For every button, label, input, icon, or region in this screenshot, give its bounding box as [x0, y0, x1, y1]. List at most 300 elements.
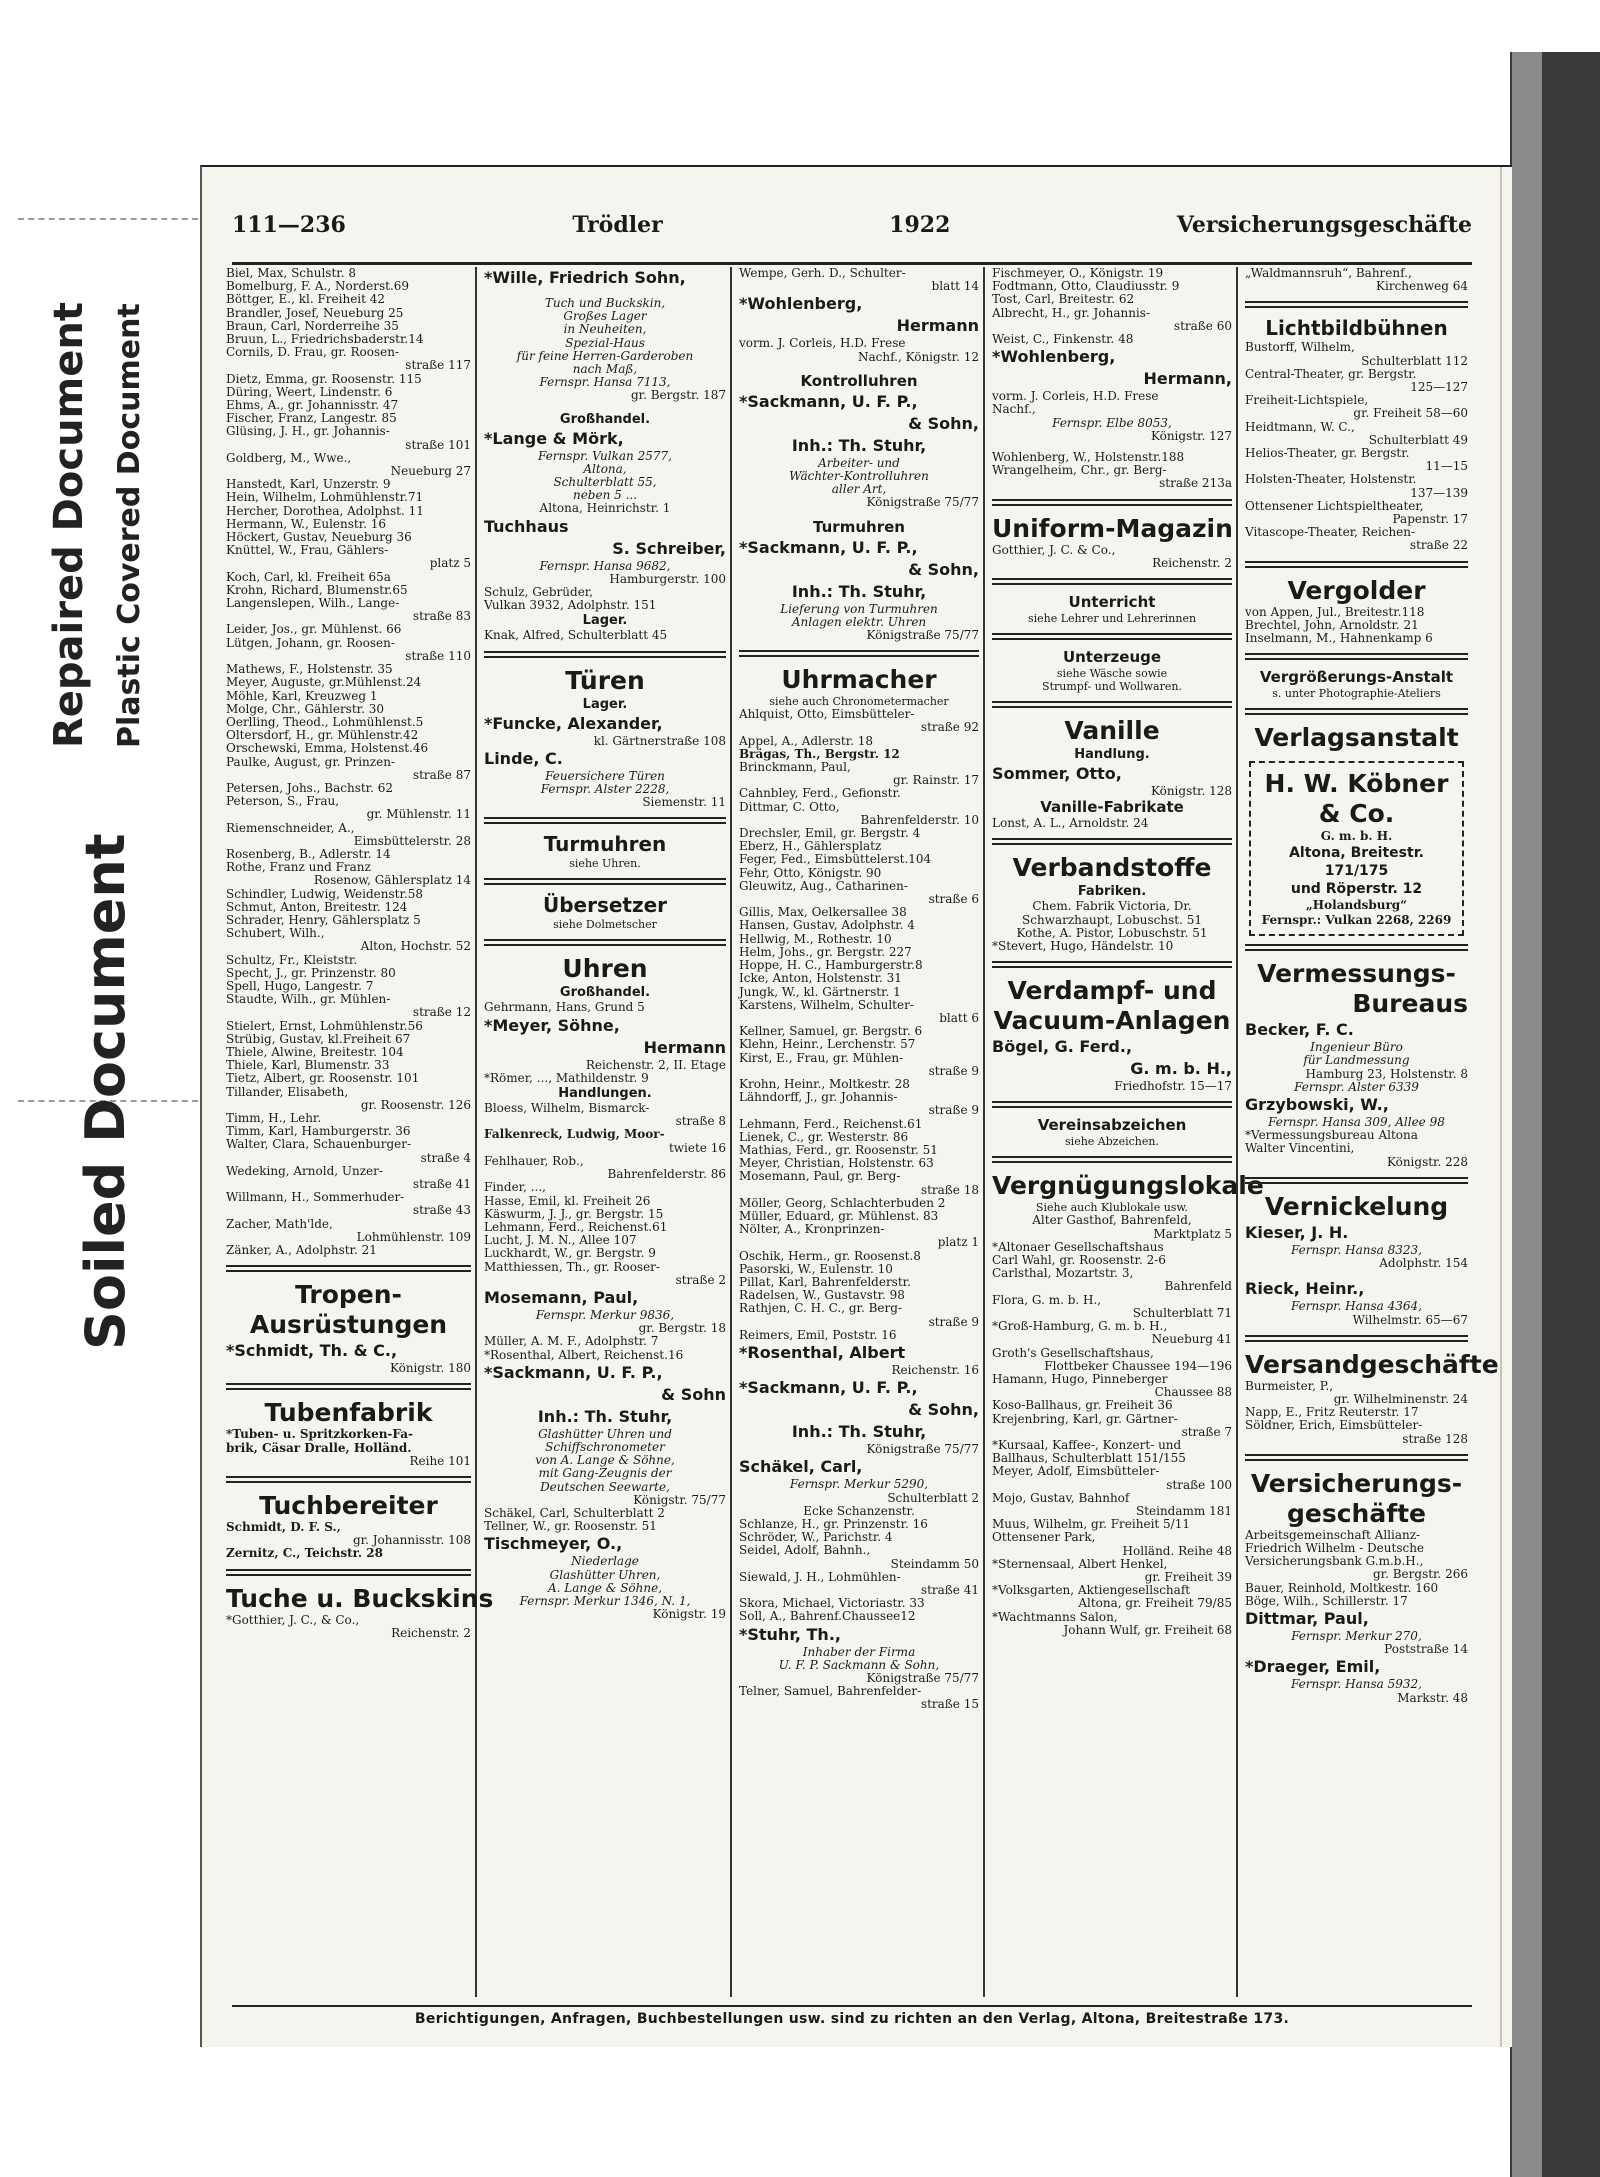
- entry-line: Finder, ...,: [484, 1180, 546, 1195]
- section-heading: Vacuum-Anlagen: [993, 1006, 1231, 1036]
- section-divider: [226, 1265, 471, 1272]
- entry-line: Karstens, Wilhelm, Schulter-: [739, 997, 914, 1012]
- scan-edge-strip: [1512, 52, 1542, 2177]
- entry-italic-line: für Landmessung: [1303, 1053, 1410, 1068]
- entry-line: Timm, Karl, Hamburgerstr. 36: [226, 1124, 411, 1139]
- entry-line: *Tuben- u. Spritzkorken-Fa-: [226, 1427, 414, 1442]
- entry-italic-line: neben 5 ...: [572, 488, 638, 503]
- entry-line: Papenstr. 17: [1392, 512, 1468, 527]
- section-heading: Vergolder: [1287, 575, 1426, 605]
- publisher-ad-box: [1249, 761, 1464, 936]
- entry-line: Wohlenberg, W., Holstenstr.188: [992, 450, 1185, 465]
- entry-italic-line: Wächter-Kontrolluhren: [789, 469, 929, 484]
- ad-title: H. W. Köbner & Co.: [1264, 769, 1449, 829]
- page-number: 111—236: [232, 212, 346, 238]
- section-divider: [992, 701, 1232, 708]
- firm-name: Tischmeyer, O.,: [484, 1534, 623, 1554]
- entry-line: straße 213a: [1159, 476, 1232, 491]
- entry-line: Ahlquist, Otto, Eimsbütteler-: [739, 707, 915, 722]
- entry-line: *Vermessungsbureau Altona: [1245, 1128, 1418, 1143]
- spacer: [484, 403, 726, 411]
- entry-italic-line: Tuch und Buckskin,: [544, 296, 666, 310]
- entry-italic-line: mit Gang-Zeugnis der: [538, 1466, 672, 1481]
- firm-name-cont: Hermann: [643, 1037, 726, 1057]
- entry-line: Weist, C., Finkenstr. 48: [992, 332, 1134, 347]
- section-heading: Verdampf- und: [1007, 976, 1217, 1006]
- entry-italic-line: aller Art,: [831, 482, 887, 497]
- header-rule: [232, 262, 1472, 265]
- entry-italic-line: U. F. P. Sackmann & Sohn,: [778, 1657, 940, 1672]
- footer-note: Berichtigungen, Anfragen, Buchbestellungen usw. sind zu richten an den Verlag, Altona, Breitestraße 173.: [414, 2011, 1290, 2027]
- entry-line: *Kursaal, Kaffee-, Konzert- und: [992, 1437, 1182, 1452]
- entry-line: Nachf., Königstr. 12: [858, 349, 979, 364]
- entry-line: Zacher, Math'lde,: [226, 1216, 333, 1231]
- see-also-note: siehe auch Chronometermacher: [769, 695, 949, 709]
- entry-line: Böge, Wilh., Schillerstr. 17: [1245, 1593, 1408, 1608]
- ad-phone: Fernspr.: Vulkan 2268, 2269: [1261, 913, 1452, 928]
- column-2: [480, 267, 732, 1997]
- section-heading: Versandgeschäfte: [1245, 1349, 1499, 1379]
- section-divider: [992, 1101, 1232, 1108]
- section-heading: Verbandstoffe: [1012, 853, 1212, 883]
- subheading: Großhandel.: [559, 985, 651, 1001]
- entry-line: Fodtmann, Otto, Claudiusstr. 9: [992, 279, 1180, 294]
- entry-line: Steindamm 181: [1135, 1503, 1232, 1518]
- entry-line: 125—127: [1410, 380, 1468, 395]
- firm-name: *Wohlenberg,: [739, 294, 863, 314]
- entry-line: Schulterblatt 2: [887, 1490, 979, 1505]
- entry-italic-line: Ingenieur Büro: [1310, 1040, 1403, 1055]
- spacer: [1245, 1270, 1468, 1278]
- entry-italic-line: Fernspr. Alster 6339: [1294, 1079, 1419, 1094]
- firm-name-cont: Hermann,: [1143, 369, 1232, 389]
- entry-line: Böttger, E., kl. Freiheit 42: [226, 292, 386, 307]
- entry-line: Cornils, D. Frau, gr. Roosen-: [226, 345, 399, 360]
- entry-line: Bruun, L., Friedrichsbaderstr.14: [226, 332, 424, 347]
- entry-line: straße 101: [405, 437, 471, 452]
- see-also-note: Strumpf- und Wollwaren.: [1042, 680, 1182, 694]
- entry-line: Bustorff, Wilhelm,: [1245, 340, 1355, 355]
- entry-line: Inselmann, M., Hahnenkamp 6: [1245, 631, 1433, 646]
- entry-line: Ballhaus, Schulterblatt 151/155: [992, 1451, 1186, 1466]
- section-divider: [484, 651, 726, 658]
- section-heading: Turmuhren: [543, 832, 667, 857]
- column-3: [735, 267, 985, 1997]
- entry-line: Kirst, E., Frau, gr. Mühlen-: [739, 1050, 904, 1065]
- entry-line: Wempe, Gerh. D., Schulter-: [739, 266, 906, 280]
- firm-name: Schäkel, Carl,: [739, 1457, 863, 1477]
- entry-line: 11—15: [1425, 459, 1468, 474]
- entry-line: Bomelburg, F. A., Norderst.69: [226, 279, 410, 294]
- entry-italic-line: Lieferung von Turmuhren: [780, 601, 938, 616]
- entry-line: Orschewski, Emma, Holstenst.46: [226, 741, 429, 756]
- entry-line: *Rosenthal, Albert, Reichenst.16: [484, 1347, 684, 1362]
- section-divider: [992, 633, 1232, 640]
- section-divider: [1245, 944, 1468, 951]
- section-divider: [992, 1156, 1232, 1163]
- entry-line: gr. Rainstr. 17: [892, 773, 979, 788]
- entry-line: Bloess, Wilhelm, Bismarck-: [484, 1101, 650, 1116]
- entry-italic-line: Fernspr. Hansa 8323,: [1291, 1242, 1422, 1257]
- entry-line: Napp, E., Fritz Reuterstr. 17: [1245, 1405, 1419, 1420]
- entry-line: Appel, A., Adlerstr. 18: [739, 733, 874, 748]
- entry-line: Rosenberg, B., Adlerstr. 14: [226, 846, 391, 861]
- entry-line: Schwarzhaupt, Lobuschst. 51: [1022, 912, 1202, 927]
- firm-name-cont: & Sohn,: [908, 559, 979, 579]
- spacer: [739, 510, 979, 518]
- section-divider: [1245, 1177, 1468, 1184]
- entry-line: Knak, Alfred, Schulterblatt 45: [484, 628, 668, 643]
- entry-line: Lehmann, Ferd., Reichenst.61: [484, 1219, 668, 1234]
- entry-line: Lucht, J. M. N., Allee 107: [484, 1233, 637, 1248]
- entry-line: Leider, Jos., gr. Mühlenst. 66: [226, 622, 402, 637]
- entry-line: straße 6: [928, 892, 979, 907]
- entry-line: Thiele, Alwine, Breitestr. 104: [226, 1044, 404, 1059]
- directory-columns: [222, 266, 1499, 1997]
- section-divider: [226, 1383, 471, 1390]
- entry-line: Pillat, Karl, Bahrenfelderstr.: [739, 1274, 911, 1289]
- entry-italic-line: Fernspr. Merkur 270,: [1291, 1628, 1422, 1643]
- entry-line: *Altonaer Gesellschaftshaus: [992, 1239, 1164, 1254]
- firm-name: *Draeger, Emil,: [1245, 1657, 1381, 1677]
- section-heading: geschäfte: [1286, 1498, 1426, 1528]
- section-title: Trödler: [572, 212, 663, 238]
- entry-line: gr. Roosenstr. 126: [360, 1097, 471, 1112]
- entry-line: Seidel, Adolf, Bahnh.,: [739, 1543, 871, 1558]
- entry-line: Freiheit-Lichtspiele,: [1245, 393, 1369, 408]
- entry-line: Reihe 101: [409, 1453, 471, 1468]
- entry-line: Bauer, Reinhold, Moltkestr. 160: [1245, 1580, 1439, 1595]
- entry-line: Tillander, Elisabeth,: [226, 1084, 349, 1099]
- firm-name-cont: & Sohn,: [908, 1400, 979, 1420]
- section-heading: Vanille: [1064, 716, 1160, 746]
- entry-line: Bahrenfelderstr. 86: [607, 1167, 726, 1182]
- entry-line: Wrangelheim, Chr., gr. Berg-: [992, 463, 1167, 478]
- entry-line: Flora, G. m. b. H.,: [992, 1292, 1102, 1307]
- year: 1922: [889, 212, 951, 238]
- section-heading: Übersetzer: [542, 893, 668, 918]
- entry-line: Höckert, Gustav, Neueburg 36: [226, 530, 412, 545]
- entry-line: Schulterblatt 49: [1368, 432, 1468, 447]
- entry-line: blatt 14: [931, 279, 979, 294]
- section-heading: Uhren: [562, 954, 648, 984]
- entry-line: straße 83: [412, 609, 471, 624]
- entry-line: straße 87: [412, 767, 471, 782]
- entry-line: Tost, Carl, Breitestr. 62: [992, 292, 1135, 307]
- section-heading: Vernickelung: [1264, 1191, 1449, 1221]
- firm-name: *Funcke, Alexander,: [484, 713, 663, 733]
- entry-line: Staudte, Wilh., gr. Mühlen-: [226, 992, 391, 1007]
- entry-line: Glüsing, J. H., gr. Johannis-: [226, 424, 390, 439]
- column-5: [1241, 266, 1499, 1997]
- section-heading: Tropen-: [295, 1280, 402, 1310]
- entry-line: Tietz, Albert, gr. Roosenstr. 101: [226, 1071, 420, 1086]
- section-heading: Unterricht: [1068, 593, 1156, 612]
- entry-line: Bahrenfelderstr. 10: [860, 812, 979, 827]
- entry-line: Schulterblatt 112: [1361, 353, 1468, 368]
- subheading: Handlung.: [1074, 747, 1150, 763]
- entry-line: Reichenstr. 2: [391, 1625, 471, 1640]
- entry-italic-line: Feuersichere Türen: [545, 768, 665, 783]
- entry-line: Zernitz, C., Teichstr. 28: [226, 1546, 383, 1561]
- entry-line: Krejenbring, Karl, gr. Gärtner-: [992, 1411, 1178, 1426]
- entry-italic-line: Großes Lager: [563, 309, 647, 324]
- entry-line: Radelsen, W., Gustavstr. 98: [739, 1288, 905, 1303]
- section-heading: Tuchbereiter: [259, 1491, 438, 1521]
- entry-line: Drechsler, Emil, gr. Bergstr. 4: [739, 826, 921, 841]
- section-heading: Verlagsanstalt: [1254, 723, 1459, 753]
- entry-line: Krohn, Heinr., Moltkestr. 28: [739, 1076, 910, 1091]
- entry-line: Zänker, A., Adolphstr. 21: [226, 1243, 377, 1258]
- firm-owner: Inh.: Th. Stuhr,: [537, 1406, 673, 1426]
- entry-line: Hanstedt, Karl, Unzerstr. 9: [226, 477, 391, 492]
- entry-line: Gillis, Max, Oelkersallee 38: [739, 905, 907, 920]
- firm-name-cont: Hermann: [896, 316, 979, 336]
- entry-line: Spell, Hugo, Langestr. 7: [226, 978, 374, 993]
- entry-italic-line: nach Maß,: [572, 362, 638, 377]
- entry-line: Möhle, Karl, Kreuzweg 1: [226, 688, 378, 703]
- firm-name: *Sackmann, U. F. P.,: [739, 537, 918, 557]
- entry-line: straße 18: [920, 1182, 979, 1197]
- entry-line: Alter Gasthof, Bahrenfeld,: [1032, 1213, 1192, 1228]
- entry-line: Eimsbüttelerstr. 28: [353, 833, 471, 848]
- entry-line: Königstr. 75/77: [633, 1492, 726, 1507]
- footer-rule: [232, 2005, 1472, 2007]
- entry-line: straße 8: [675, 1114, 726, 1129]
- entry-italic-line: Fernspr. Hansa 309, Allee 98: [1268, 1115, 1445, 1130]
- entry-line: Schulz, Gebrüder,: [484, 585, 594, 600]
- entry-line: Meyer, Auguste, gr.Mühlenst.24: [226, 675, 422, 690]
- entry-line: Albrecht, H., gr. Johannis-: [992, 305, 1150, 320]
- entry-line: Fehlhauer, Rob.,: [484, 1153, 584, 1168]
- entry-line: Brinckmann, Paul,: [739, 760, 851, 775]
- entry-line: Falkenreck, Ludwig, Moor-: [484, 1127, 665, 1142]
- entry-line: Krohn, Richard, Blumenstr.65: [226, 582, 408, 597]
- entry-line: gr. Bergstr. 18: [638, 1321, 726, 1336]
- firm-name: *Meyer, Söhne,: [484, 1015, 620, 1035]
- firm-name-cont: & Sohn: [661, 1384, 726, 1404]
- entry-line: Gleuwitz, Aug., Catharinen-: [739, 878, 908, 893]
- entry-line: Strübig, Gustav, kl.Freiheit 67: [226, 1031, 411, 1046]
- entry-line: Rothe, Franz und Franz: [226, 860, 371, 875]
- entry-line: Riemenschneider, A.,: [226, 820, 355, 835]
- entry-line: Icke, Anton, Holstenstr. 31: [739, 971, 902, 986]
- entry-line: Molge, Chr., Gählerstr. 30: [226, 701, 384, 716]
- entry-line: Eberz, H., Gählersplatz: [739, 839, 882, 854]
- entry-line: Schrader, Henry, Gählersplatz 5: [226, 912, 421, 927]
- firm-name: *Sackmann, U. F. P.,: [739, 1378, 918, 1398]
- entry-line: „Waldmannsruh“, Bahrenf.,: [1245, 266, 1412, 280]
- entry-line: Stielert, Ernst, Lohmühlenstr.56: [226, 1018, 423, 1033]
- entry-line: von Appen, Jul., Breitestr.118: [1245, 604, 1425, 619]
- entry-line: Schäkel, Carl, Schulterblatt 2: [484, 1505, 665, 1520]
- entry-line: Arbeitsgemeinschaft Allianz-: [1245, 1527, 1421, 1542]
- entry-line: platz 1: [937, 1235, 979, 1250]
- entry-line: Paulke, August, gr. Prinzen-: [226, 754, 395, 769]
- spacer: [739, 364, 979, 372]
- entry-line: Carl Wahl, gr. Roosenstr. 2-6: [992, 1253, 1166, 1268]
- entry-line: Oltersdorf, H., gr. Mühlenstr.42: [226, 728, 419, 743]
- section-heading: Lichtbildbühnen: [1265, 316, 1448, 341]
- entry-line: Nölter, A., Kronprinzen-: [739, 1222, 885, 1237]
- entry-line: Wedeking, Arnold, Unzer-: [226, 1163, 383, 1178]
- entry-line: Königstraße 75/77: [866, 628, 979, 643]
- subheading: Großhandel.: [559, 411, 651, 427]
- section-divider: [226, 1569, 471, 1576]
- section-divider: [484, 817, 726, 824]
- entry-line: Central-Theater, gr. Bergstr.: [1245, 366, 1417, 381]
- entry-line: Nachf.,: [992, 402, 1036, 417]
- entry-line: Willmann, H., Sommerhuder-: [226, 1190, 405, 1205]
- firm-owner: Inh.: Th. Stuhr,: [791, 581, 927, 601]
- entry-line: straße 9: [928, 1063, 979, 1078]
- column-4: [988, 266, 1264, 1997]
- running-head: [232, 212, 1472, 246]
- entry-line: Düring, Weert, Lindenstr. 6: [226, 384, 393, 399]
- entry-line: Altona, gr. Freiheit 79/85: [1078, 1596, 1232, 1611]
- entry-line: Ottensener Park,: [992, 1530, 1096, 1545]
- entry-line: Mojo, Gustav, Bahnhof: [992, 1490, 1130, 1505]
- entry-italic-line: Deutschen Seewarte,: [540, 1479, 670, 1494]
- entry-line: Hamburgerstr. 100: [609, 571, 726, 586]
- entry-line: Burmeister, P.,: [1245, 1378, 1334, 1393]
- entry-line: Reichenstr. 2: [1152, 555, 1232, 570]
- section-divider: [1245, 301, 1468, 308]
- entry-line: gr. Bergstr. 266: [1373, 1567, 1468, 1582]
- entry-line: Mathews, F., Holstenstr. 35: [226, 662, 393, 677]
- entry-line: gr. Bergstr. 187: [631, 388, 726, 403]
- entry-line: *Römer, ..., Mathildenstr. 9: [484, 1070, 649, 1085]
- entry-line: Muus, Wilhelm, gr. Freiheit 5/11: [992, 1517, 1190, 1532]
- section-heading: Vanille-Fabrikate: [1040, 798, 1184, 817]
- see-also-note: Siehe auch Klublokale usw.: [1035, 1201, 1189, 1215]
- section-heading: Tubenfabrik: [264, 1398, 433, 1428]
- entry-line: Chaussee 88: [1154, 1385, 1232, 1400]
- directory-page: [200, 165, 1512, 2047]
- entry-line: Holsten-Theater, Holstenstr.: [1245, 472, 1417, 487]
- entry-line: Königstraße 75/77: [866, 495, 979, 510]
- entry-line: Schröder, W., Parichstr. 4: [739, 1530, 893, 1545]
- entry-line: Hoppe, H. C., Hamburgerstr.8: [739, 958, 923, 973]
- see-also-note: siehe Dolmetscher: [553, 918, 657, 932]
- see-also-note: s. unter Photographie-Ateliers: [1272, 687, 1441, 701]
- entry-line: Soll, A., Bahrenf.Chaussee12: [739, 1609, 916, 1624]
- section-heading: Unterzeuge: [1062, 648, 1162, 667]
- entry-line: Oschik, Herm., gr. Roosenst.8: [739, 1248, 921, 1263]
- entry-italic-line: Fernspr. Merkur 1346, N. 1,: [519, 1593, 691, 1608]
- entry-line: Müller, Eduard, gr. Mühlenst. 83: [739, 1208, 939, 1223]
- entry-line: straße 22: [1409, 538, 1468, 553]
- entry-line: Brägas, Th., Bergstr. 12: [739, 746, 900, 761]
- entry-line: *Stevert, Hugo, Händelstr. 10: [992, 939, 1174, 954]
- entry-line: Friedhofstr. 15—17: [1114, 1079, 1232, 1094]
- see-also-note: siehe Abzeichen.: [1065, 1135, 1159, 1149]
- firm-owner: Inh.: Th. Stuhr,: [791, 435, 927, 455]
- firm-name-cont: S. Schreiber,: [612, 538, 726, 558]
- entry-line: Jungk, W., kl. Gärtnerstr. 1: [739, 984, 901, 999]
- entry-line: Lütgen, Johann, gr. Roosen-: [226, 635, 395, 650]
- entry-line: Versicherungsbank G.m.b.H.,: [1245, 1554, 1424, 1569]
- entry-line: Ehms, A., gr. Johannisstr. 47: [226, 398, 399, 413]
- entry-line: Schmidt, D. F. S.,: [226, 1520, 341, 1535]
- entry-line: Lehmann, Ferd., Reichenst.61: [739, 1116, 923, 1131]
- entry-line: Lienek, C., gr. Westerstr. 86: [739, 1129, 909, 1144]
- section-heading: Türen: [565, 665, 645, 695]
- entry-line: Königstr. 128: [1150, 784, 1232, 799]
- column-1: [222, 266, 494, 1997]
- section-divider: [992, 578, 1232, 585]
- entry-line: Biel, Max, Schulstr. 8: [226, 266, 356, 280]
- entry-line: Schulterblatt 71: [1132, 1305, 1232, 1320]
- entry-line: straße 7: [1181, 1424, 1232, 1439]
- entry-italic-line: Fernspr. Alster 2228,: [540, 782, 670, 797]
- firm-name: *Lange & Mörk,: [484, 428, 624, 448]
- entry-italic-line: von A. Lange & Söhne,: [535, 1453, 675, 1468]
- firm-name: *Stuhr, Th.,: [739, 1624, 841, 1644]
- entry-line: Heidtmann, W. C.,: [1245, 419, 1355, 434]
- entry-line: Neueburg 41: [1151, 1332, 1232, 1347]
- entry-line: Specht, J., gr. Prinzenstr. 80: [226, 965, 396, 980]
- entry-line: Tellner, W., gr. Roosenstr. 51: [484, 1519, 657, 1534]
- entry-line: Ottensener Lichtspieltheater,: [1245, 498, 1424, 513]
- entry-line: Peterson, S., Frau,: [226, 794, 340, 809]
- see-also-note: siehe Uhren.: [569, 857, 641, 871]
- entry-italic-line: Arbeiter- und: [818, 455, 900, 470]
- entry-line: Königstr. 19: [652, 1607, 726, 1622]
- entry-line: Kothe, A. Pistor, Lobuschstr. 51: [1016, 925, 1208, 940]
- section-divider: [992, 961, 1232, 968]
- firm-name: Dittmar, Paul,: [1245, 1608, 1369, 1628]
- entry-line: *Sternensaal, Albert Henkel,: [992, 1556, 1168, 1571]
- see-also-note: siehe Wäsche sowie: [1056, 667, 1168, 681]
- entry-line: Königstr. 127: [1150, 428, 1232, 443]
- ad-building-name: „Holandsburg“: [1305, 898, 1408, 913]
- entry-line: Fehr, Otto, Königstr. 90: [739, 865, 882, 880]
- section-heading: Uniform-Magazin: [992, 513, 1233, 543]
- entry-line: straße 128: [1402, 1431, 1468, 1446]
- entry-line: straße 12: [412, 1005, 471, 1020]
- entry-line: Siemenstr. 11: [642, 795, 726, 810]
- entry-line: Kirchenweg 64: [1376, 279, 1468, 294]
- section-divider: [739, 650, 979, 657]
- entry-line: straße 43: [412, 1203, 471, 1218]
- label-soiled-document: Soiled Document: [74, 833, 137, 1350]
- entry-line: Marktplatz 5: [1153, 1226, 1232, 1241]
- entry-line: straße 117: [405, 358, 471, 373]
- entry-line: twiete 16: [668, 1140, 726, 1155]
- entry-line: straße 100: [1166, 1477, 1232, 1492]
- entry-line: straße 9: [928, 1103, 979, 1118]
- firm-name-cont: & Sohn,: [908, 413, 979, 433]
- section-divider: [226, 1476, 471, 1483]
- firm-name: *Sackmann, U. F. P.,: [739, 391, 918, 411]
- section-divider: [1245, 1454, 1468, 1461]
- section-heading: Turmuhren: [813, 517, 905, 536]
- label-repaired-document: Repaired Document: [46, 302, 92, 748]
- entry-line: Brechtel, John, Arnoldstr. 21: [1245, 617, 1419, 632]
- entry-italic-line: Anlagen elektr. Uhren: [791, 614, 927, 629]
- entry-line: Steindamm 50: [890, 1556, 979, 1571]
- entry-line: Rosenow, Gählersplatz 14: [313, 873, 471, 888]
- firm-name: *Rosenthal, Albert: [739, 1342, 906, 1362]
- section-heading: Tuche u. Buckskins: [226, 1583, 494, 1613]
- section-heading: Bureaus: [1352, 989, 1468, 1019]
- entry-line: Bahrenfeld: [1164, 1279, 1232, 1294]
- ad-address-line: Altona, Breitestr. 171/175: [1289, 845, 1424, 880]
- entry-line: Koso-Ballhaus, gr. Freiheit 36: [992, 1398, 1173, 1413]
- entry-italic-line: A. Lange & Söhne,: [547, 1580, 663, 1595]
- entry-line: Hellwig, M., Rothestr. 10: [739, 931, 892, 946]
